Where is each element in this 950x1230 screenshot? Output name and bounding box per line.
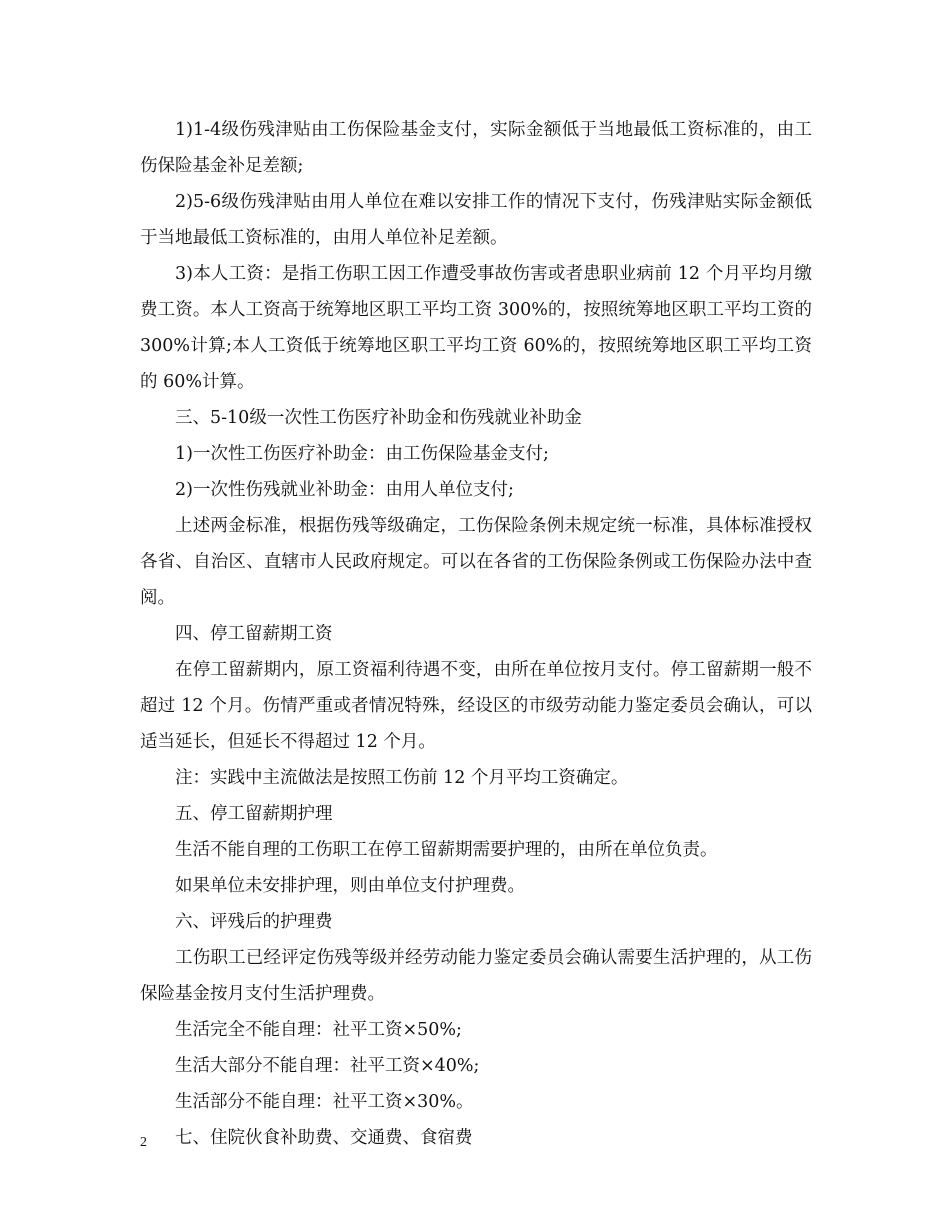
paragraph: 2)5-6级伤残津贴由用人单位在难以安排工作的情况下支付，伤残津贴实际金额低于当地最低工资标准的，由用人单位补足差额。	[140, 192, 812, 248]
list-item: 生活部分不能自理：社平工资×30%。	[175, 1092, 474, 1112]
paragraph: 工伤职工已经评定伤残等级并经劳动能力鉴定委员会确认需要生活护理的，从工伤保险基金按月支付生活护理费。	[140, 948, 812, 1004]
paragraph: 1)1-4级伤残津贴由工伤保险基金支付，实际金额低于当地最低工资标准的，由工伤保险基金补足差额;	[140, 120, 812, 176]
section-heading: 七、住院伙食补助费、交通费、食宿费	[175, 1128, 473, 1148]
section-heading: 六、评残后的护理费	[175, 912, 333, 932]
paragraph: 上述两金标准，根据伤残等级确定，工伤保险条例未规定统一标准，具体标准授权各省、自治区、直辖市人民政府规定。可以在各省的工伤保险条例或工伤保险办法中查阅。	[140, 516, 812, 608]
list-item: 生活大部分不能自理：社平工资×40%;	[175, 1056, 480, 1076]
list-item: 生活完全不能自理：社平工资×50%;	[175, 1020, 462, 1040]
paragraph: 2)一次性伤残就业补助金：由用人单位支付;	[175, 480, 514, 500]
document-body	[140, 112, 812, 1156]
paragraph: 生活不能自理的工伤职工在停工留薪期需要护理的，由所在单位负责。	[175, 840, 718, 860]
paragraph: 3)本人工资：是指工伤职工因工作遭受事故伤害或者患职业病前 12 个月平均月缴费工资。本人工资高于统筹地区职工平均工资 300%的，按照统筹地区职工平均工资的 300%计算;本人工资低于统筹地区职工平均工资 60%的，按照统筹地区职工平均工资的 60%计算。	[140, 264, 812, 392]
page-number: 2	[140, 1135, 147, 1150]
paragraph: 在停工留薪期内，原工资福利待遇不变，由所在单位按月支付。停工留薪期一般不超过 12 个月。伤情严重或者情况特殊，经设区的市级劳动能力鉴定委员会确认，可以适当延长，但延长不得超过 12 个月。	[140, 660, 812, 752]
note-paragraph: 注：实践中主流做法是按照工伤前 12 个月平均工资确定。	[175, 768, 629, 788]
paragraph: 如果单位未安排护理，则由单位支付护理费。	[175, 876, 525, 896]
section-heading: 三、5-10级一次性工伤医疗补助金和伤残就业补助金	[175, 408, 582, 428]
paragraph: 1)一次性工伤医疗补助金：由工伤保险基金支付;	[175, 444, 549, 464]
section-heading: 四、停工留薪期工资	[175, 624, 333, 644]
section-heading: 五、停工留薪期护理	[175, 804, 333, 824]
